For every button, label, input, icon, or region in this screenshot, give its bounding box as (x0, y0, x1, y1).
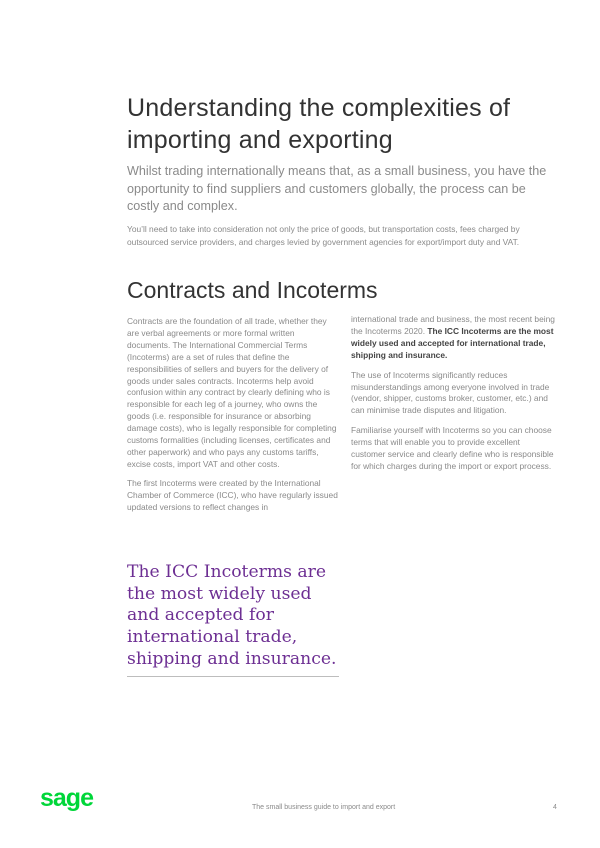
left-paragraph-1: Contracts are the foundation of all trade, whether they are verbal agreements or more formal written documents. The International Commercial Terms (Incoterms) are a set of rules that define the responsibilities of sellers and buyers for the delivery of goods under sales contracts. Incoterms help avoid confusion within any contract by clearly defining who is responsible for each leg of a journey, who owns the goods (i.e. responsible for insurance or absorbing damage costs), who is legally responsible for completing customs formalities (including licenses, certificates and other paperwork) and who pays any customs tariffs, excise costs, import VAT and other costs. (127, 316, 337, 469)
right-column (351, 314, 556, 481)
section-heading: Contracts and Incoterms (127, 277, 378, 303)
page-heading: Understanding the complexities of importing and exporting (127, 94, 511, 154)
pull-quote-rule (127, 676, 339, 677)
right-paragraph-3: Familiarise yourself with Incoterms so you can choose terms that will enable you to provide excellent customer service and clearly define who is responsible for which charges during the import or export process. (351, 425, 554, 471)
right-paragraph-1-bold: The ICC Incoterms are the most widely used and accepted for international trade, shipping and insurance. (351, 325, 554, 360)
sage-logo-text: sage (40, 786, 93, 812)
pull-quote: The ICC Incoterms are the most widely used and accepted for international trade, shipping and insurance. (127, 562, 337, 669)
lead-paragraph: Whilst trading internationally means that, as a small business, you have the opportunity to find suppliers and customers globally, the process can be costly and complex. (127, 164, 547, 213)
sage-logo (40, 786, 104, 816)
left-column (127, 316, 339, 521)
left-paragraph-2: The first Incoterms were created by the International Chamber of Commerce (ICC), who have regularly issued updated versions to reflect changes in (127, 477, 338, 512)
right-paragraph-2: The use of Incoterms significantly reduces misunderstandings among everyone involved in trade (vendor, shipper, customs broker, customer, etc.) and can minimise trade disputes and litigation. (351, 369, 550, 416)
right-paragraph-1 (351, 314, 556, 362)
footer-guide-title: The small business guide to import and export (252, 804, 396, 811)
intro-paragraph: You’ll need to take into consideration not only the price of goods, but transportation costs, fees charged by outsourced service providers, and charges levied by government agencies for export/import duty and VAT. (127, 224, 520, 247)
page-number: 4 (553, 804, 557, 811)
right-paragraph-1-text: international trade and business, the most recent being the Incoterms 2020. (351, 314, 555, 336)
